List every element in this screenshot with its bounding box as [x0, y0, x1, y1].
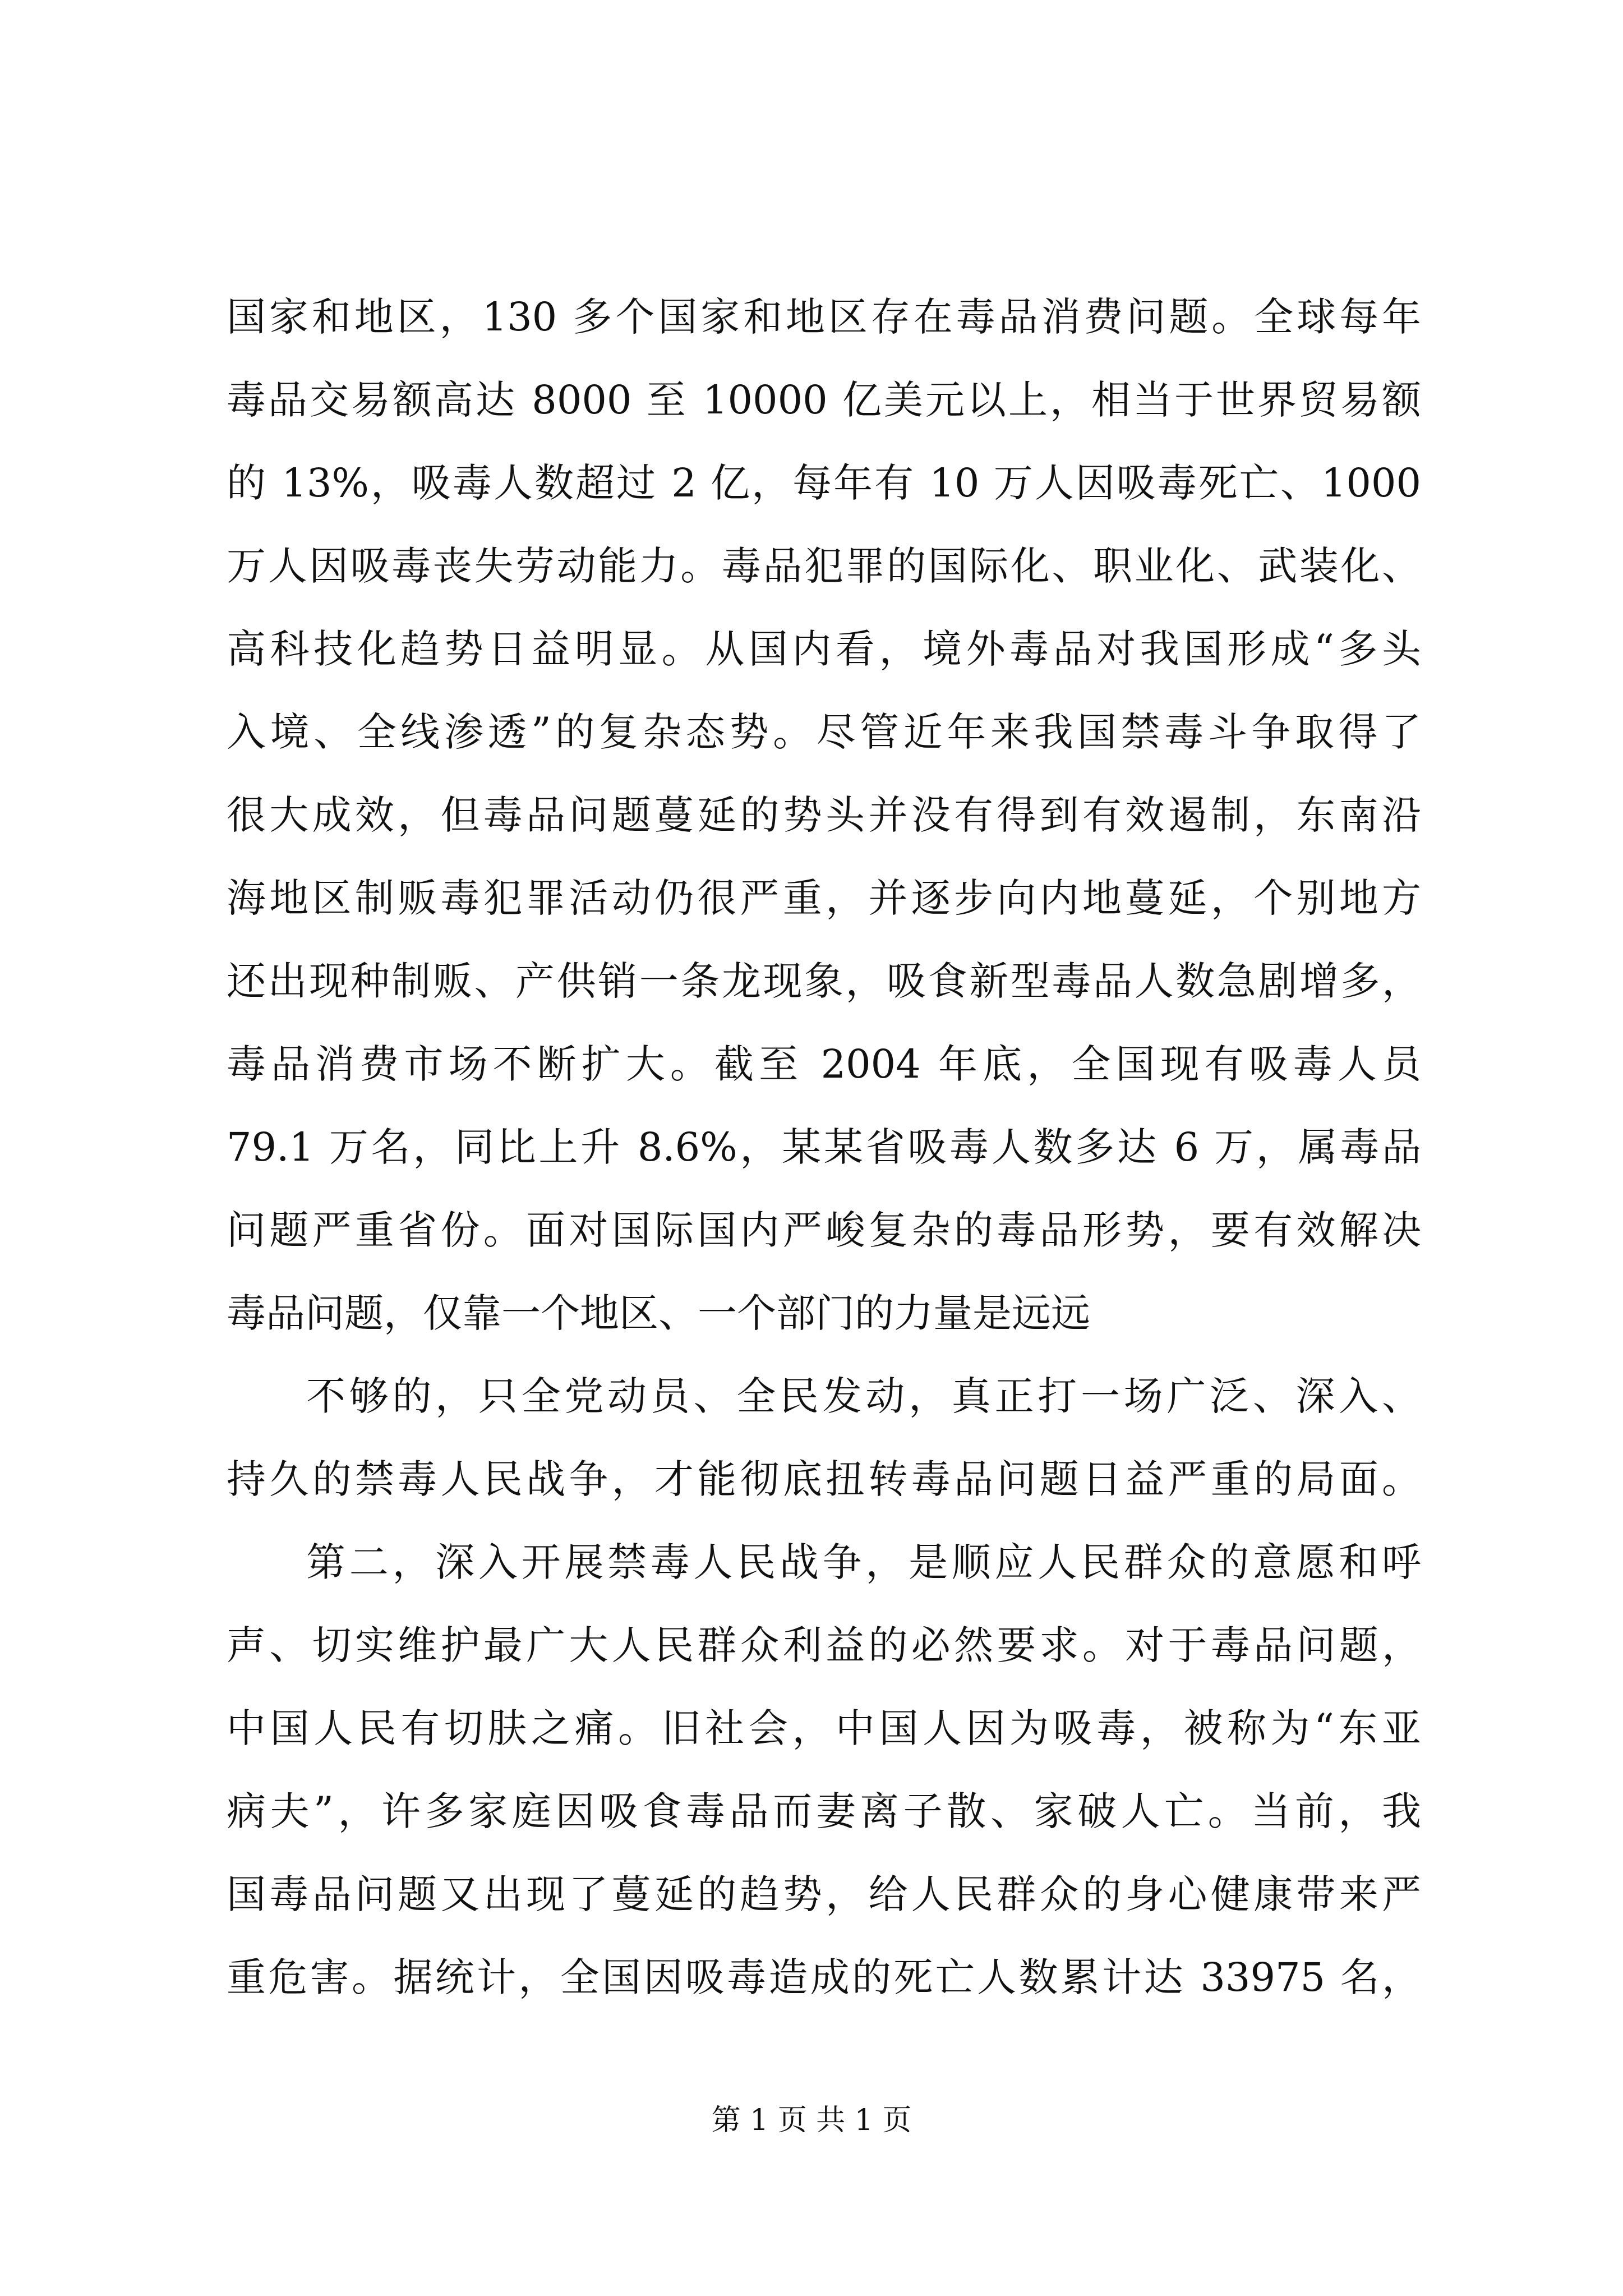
text-line: 高科技化趋势日益明显。从国内看，境外毒品对我国形成“多头	[227, 626, 1421, 672]
text-line: 毒品交易额高达 8000 至 10000 亿美元以上，相当于世界贸易额	[227, 377, 1421, 423]
text-line: 病夫”，许多家庭因吸食毒品而妻离子散、家破人亡。当前，我	[227, 1788, 1421, 1834]
text-line: 79.1 万名，同比上升 8.6%，某某省吸毒人数多达 6 万，属毒品	[227, 1124, 1421, 1170]
text-line: 国家和地区，130 多个国家和地区存在毒品消费问题。全球每年	[227, 294, 1421, 340]
paragraph-first-line: 第二，深入开展禁毒人民战争，是顺应人民群众的意愿和呼	[306, 1539, 1421, 1585]
paragraph-first-line: 不够的，只全党动员、全民发动，真正打一场广泛、深入、	[306, 1373, 1421, 1419]
text-line: 入境、全线渗透”的复杂态势。尽管近年来我国禁毒斗争取得了	[227, 709, 1421, 755]
text-line: 问题严重省份。面对国际国内严峻复杂的毒品形势，要有效解决	[227, 1207, 1421, 1253]
text-line: 持久的禁毒人民战争，才能彻底扭转毒品问题日益严重的局面。	[227, 1456, 1421, 1502]
text-line: 海地区制贩毒犯罪活动仍很严重，并逐步向内地蔓延，个别地方	[227, 875, 1421, 921]
text-line: 还出现种制贩、产供销一条龙现象，吸食新型毒品人数急剧增多，	[227, 958, 1421, 1004]
text-line: 声、切实维护最广大人民群众利益的必然要求。对于毒品问题，	[227, 1622, 1421, 1668]
page-number-footer: 第 1 页 共 1 页	[711, 2104, 912, 2137]
text-line-last: 毒品问题，仅靠一个地区、一个部门的力量是远远	[227, 1290, 1090, 1336]
text-line: 万人因吸毒丧失劳动能力。毒品犯罪的国际化、职业化、武装化、	[227, 543, 1421, 589]
text-line: 国毒品问题又出现了蔓延的趋势，给人民群众的身心健康带来严	[227, 1871, 1421, 1917]
text-line: 重危害。据统计，全国因吸毒造成的死亡人数累计达 33975 名，	[227, 1954, 1421, 2000]
text-line: 很大成效，但毒品问题蔓延的势头并没有得到有效遏制，东南沿	[227, 792, 1421, 838]
text-line: 的 13%，吸毒人数超过 2 亿，每年有 10 万人因吸毒死亡、1000	[227, 460, 1421, 506]
text-line: 毒品消费市场不断扩大。截至 2004 年底，全国现有吸毒人员	[227, 1041, 1421, 1087]
text-line: 中国人民有切肤之痛。旧社会，中国人因为吸毒，被称为“东亚	[227, 1705, 1421, 1751]
